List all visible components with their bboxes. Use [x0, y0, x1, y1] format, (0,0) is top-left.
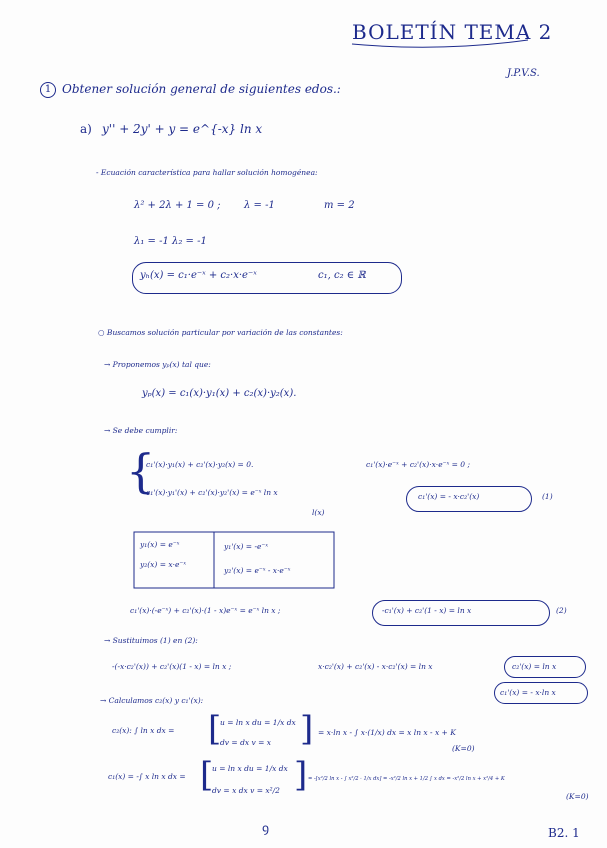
- char-eq-intro: - Ecuación característica para hallar solución homogénea:: [96, 168, 318, 177]
- system-eq-1: c₁'(x)·y₁(x) + c₂'(x)·y₂(x) = 0.: [146, 460, 254, 469]
- propose-line: → Proponemos yₚ(x) tal que:: [104, 360, 211, 369]
- parts-1-line-1: u = ln x du = 1/x dx: [220, 718, 296, 727]
- page-title: BOLETÍN TEMA 2: [352, 20, 553, 44]
- system-eq-2: c₁'(x)·y₁'(x) + c₂'(x)·y₂'(x) = e⁻ˣ ln x: [146, 488, 278, 497]
- k-zero-1: (K=0): [452, 744, 475, 753]
- homogeneous-solution: yₕ(x) = c₁·e⁻ˣ + c₂·x·e⁻ˣ: [140, 270, 257, 281]
- part-a-equation: y'' + 2y' + y = e^{-x} ln x: [102, 122, 263, 136]
- must-satisfy: → Se debe cumplir:: [104, 426, 178, 435]
- parts-2-line-1: u = ln x du = 1/x dx: [212, 764, 288, 773]
- k-zero-2: (K=0): [566, 792, 589, 801]
- parts-2-line-2: dv = x dx v = x²/2: [212, 786, 280, 795]
- parts-2-bracket-close: ]: [294, 755, 308, 795]
- c2-result: = x·ln x - ∫ x·(1/x) dx = x ln x - x + K: [318, 728, 456, 737]
- box-y2: y₂(x) = x·e⁻ˣ: [140, 560, 187, 569]
- svg-text:ꝯ: ꝯ: [262, 821, 270, 835]
- c1p-result: c₁'(x) = - x·c₂'(x): [418, 492, 480, 501]
- exercise-number: 1: [40, 82, 56, 98]
- page-footer: B2. 1: [548, 826, 580, 840]
- compute-line: → Calculamos c₂(x) y c₁'(x):: [100, 696, 204, 705]
- author-initials: J.P.V.S.: [507, 68, 540, 79]
- roots: λ₁ = -1 λ₂ = -1: [134, 236, 207, 247]
- c1-integral: c₁(x) = -∫ x ln x dx =: [108, 772, 186, 781]
- system-eq-2-denominator: l(x): [312, 508, 325, 517]
- box-y1: y₁(x) = e⁻ˣ: [140, 540, 180, 549]
- box-y1p: y₁'(x) = -e⁻ˣ: [224, 542, 269, 551]
- parts-bracket-close: ]: [300, 709, 314, 749]
- parts-1-line-2: dv = dx v = x: [220, 738, 272, 747]
- c2p-result: c₂'(x) = ln x: [512, 662, 557, 671]
- constants-domain: c₁, c₂ ∈ ℝ: [318, 270, 366, 281]
- c1-result: = -[x²/2 ln x - ∫ x²/2 · 1/x dx] = -x²/2 ln x + 1/2 ∫ x dx = -x²/2 ln x + x²/4 + K: [308, 776, 505, 782]
- c2-integral: c₂(x): ∫ ln x dx =: [112, 726, 175, 735]
- part-a-label: a): [80, 122, 92, 136]
- substitution: -(-x·c₂'(x)) + c₂'(x)(1 - x) = ln x ;: [112, 662, 232, 671]
- system-eq-2-substituted: c₁'(x)·(-e⁻ˣ) + c₂'(x)·(1 - x)e⁻ˣ = e⁻ˣ ln x ;: [130, 606, 281, 615]
- particular-form: yₚ(x) = c₁(x)·y₁(x) + c₂(x)·y₂(x).: [142, 388, 297, 399]
- multiplicity: m = 2: [324, 200, 355, 211]
- exercise-statement: Obtener solución general de siguientes edos.:: [62, 82, 341, 96]
- system-brace: {: [126, 444, 156, 498]
- substitution-simplified: x·c₂'(x) + c₂'(x) - x·c₂'(x) = ln x: [318, 662, 433, 671]
- lambda-value: λ = -1: [244, 200, 275, 211]
- substitute-line: → Sustituimos (1) en (2):: [104, 636, 198, 645]
- system-eq-1-sub: c₁'(x)·e⁻ˣ + c₂'(x)·x·e⁻ˣ = 0 ;: [366, 460, 470, 469]
- system-eq-2-simplified: -c₁'(x) + c₂'(1 - x) = ln x: [382, 606, 472, 615]
- tag-1: (1): [542, 492, 553, 501]
- parts-2-bracket-open: [: [200, 755, 214, 795]
- box-y2p: y₂'(x) = e⁻ˣ - x·e⁻ˣ: [224, 566, 291, 575]
- char-eq: λ² + 2λ + 1 = 0 ;: [134, 200, 221, 211]
- parts-bracket-open: [: [208, 709, 222, 749]
- c1p-final: c₁'(x) = - x·ln x: [500, 688, 556, 697]
- particular-intro: ○ Buscamos solución particular por variación de las constantes:: [98, 328, 343, 337]
- tag-2: (2): [556, 606, 567, 615]
